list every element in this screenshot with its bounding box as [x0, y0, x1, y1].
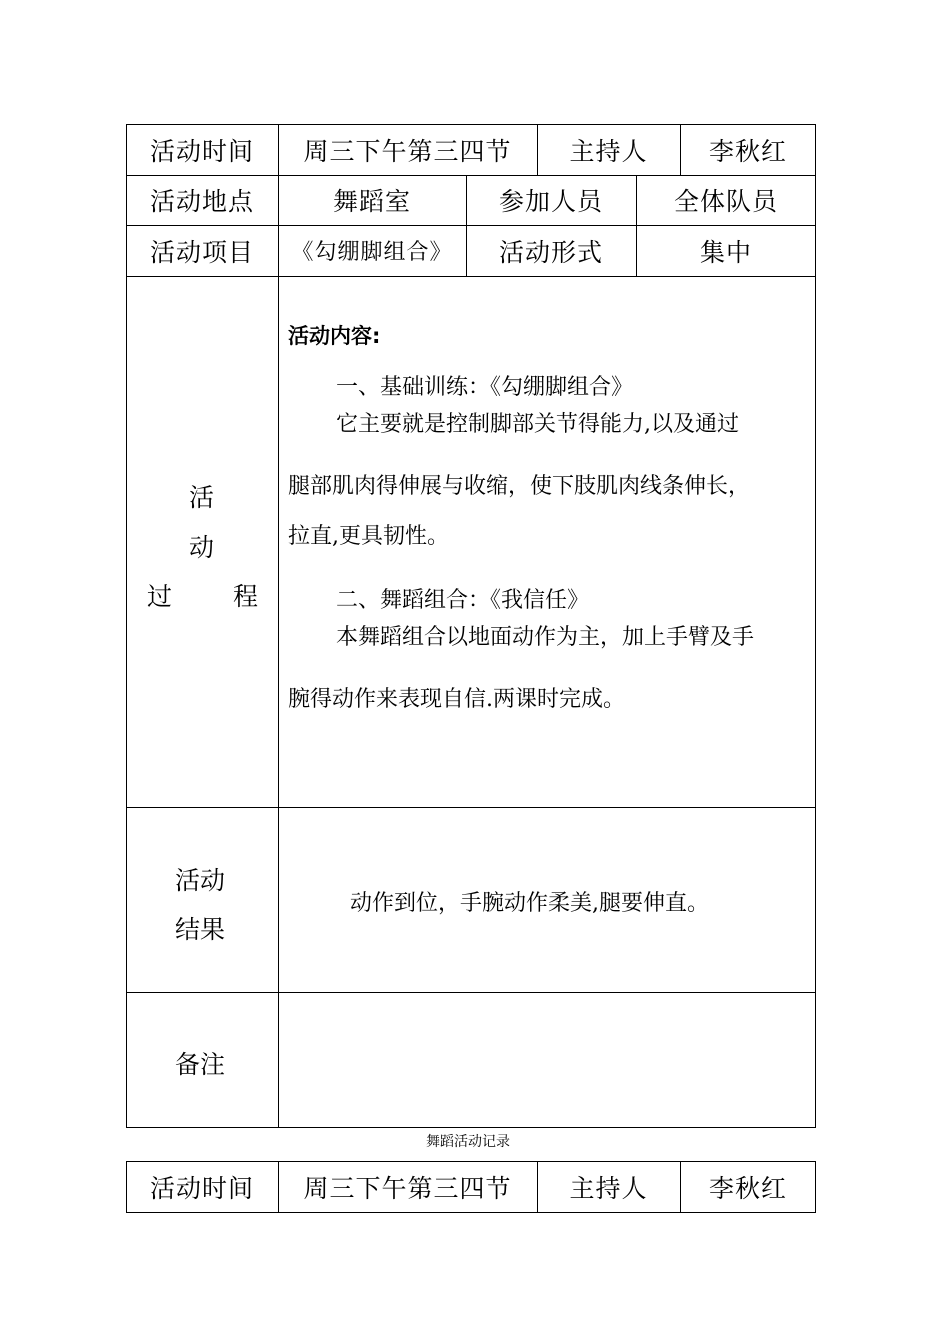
content-line-5: 二、舞蹈组合：《我信任》 [336, 588, 590, 613]
participants-value: 全体队员 [673, 187, 778, 216]
process-label-char-1: 活 [189, 483, 215, 512]
time-value: 周三下午第三四节 [303, 136, 512, 166]
content-line-1: 一、基础训练：《勾绷脚组合》 [336, 375, 634, 400]
host-label: 主持人 [569, 136, 648, 166]
document-caption: 舞蹈活动记录 [426, 1134, 510, 1150]
row-divider [126, 992, 816, 993]
content-line-6: 本舞蹈组合以地面动作为主，加上手臂及手 [336, 625, 755, 650]
process-label-char-3b: 程 [233, 582, 259, 611]
host-label-2: 主持人 [569, 1174, 648, 1203]
content-title: 活动内容: [288, 324, 381, 348]
row-divider [126, 276, 816, 277]
remarks-label: 备注 [175, 1050, 226, 1079]
place-label: 活动地点 [149, 187, 254, 216]
form-label: 活动形式 [498, 237, 603, 267]
item-value: 《勾绷脚组合》 [291, 240, 453, 265]
form-value: 集中 [699, 237, 752, 267]
time-label: 活动时间 [149, 136, 254, 166]
host-value-2: 李秋红 [708, 1174, 787, 1203]
process-label-char-2: 动 [189, 533, 215, 562]
content-line-2: 它主要就是控制脚部关节得能力,以及通过 [336, 412, 739, 437]
result-text: 动作到位，手腕动作柔美,腿要伸直。 [350, 891, 709, 916]
place-value: 舞蹈室 [332, 187, 411, 216]
content-line-7: 腕得动作来表现自信.两课时完成。 [288, 687, 625, 712]
process-label-char-3a: 过 [147, 582, 173, 611]
content-line-3: 腿部肌肉得伸展与收缩，使下肢肌肉线条伸长， [288, 474, 751, 499]
time-value-2: 周三下午第三四节 [303, 1174, 512, 1203]
participants-label: 参加人员 [498, 187, 603, 216]
item-label: 活动项目 [149, 237, 254, 267]
result-label-2: 结果 [175, 915, 226, 944]
row-divider [126, 807, 816, 808]
result-label-1: 活动 [175, 866, 226, 895]
content-line-4: 拉直,更具韧性。 [288, 524, 449, 549]
time-label-2: 活动时间 [149, 1174, 254, 1203]
host-value: 李秋红 [708, 136, 787, 166]
